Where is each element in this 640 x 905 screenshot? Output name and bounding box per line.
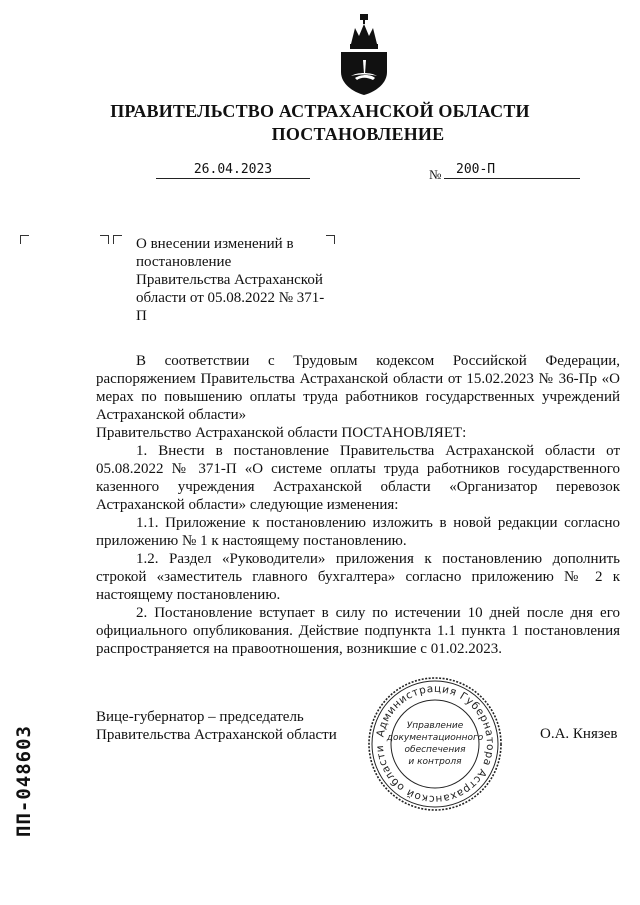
- item-1-1: 1.1. Приложение к постановлению изложить в новой редакции согласно приложению № 1 к настоящему постановлению.: [96, 515, 620, 549]
- item-1-2: 1.2. Раздел «Руководители» приложения к постановлению дополнить строкой «заместитель главного бухгалтера» согласно приложению № 2 к настоящему постановлению.: [96, 551, 620, 603]
- stamp-ring-text: Администрация Губернатора Астраханской области: [373, 682, 497, 806]
- corner-mark: [100, 235, 109, 244]
- doc-type-title: ПОСТАНОВЛЕНИЕ: [271, 124, 445, 144]
- stamp-line-3: обеспечения: [404, 745, 466, 755]
- resolves-line: Правительство Астраханской области ПОСТАНОВЛЯЕТ:: [96, 425, 467, 441]
- corner-mark: [113, 235, 122, 244]
- coat-of-arms-emblem: [337, 14, 391, 96]
- doc-number: 200-П: [444, 162, 580, 179]
- stamp-line-4: и контроля: [408, 757, 462, 767]
- doc-date: 26.04.2023: [156, 162, 310, 179]
- position-line-2: Правительства Астраханской области: [96, 727, 337, 743]
- doc-subject: О внесении изменений в постановление Правительства Астраханской области от 05.08.2022 № 371-П: [136, 236, 325, 324]
- serial-number: ПП-048603: [13, 725, 35, 837]
- doc-body: [96, 352, 620, 658]
- stamp-line-1: Управление: [406, 721, 464, 731]
- number-sign: №: [429, 167, 442, 182]
- stamp-line-2: документационного: [386, 733, 484, 743]
- item-2: 2. Постановление вступает в силу по истечении 10 дней после дня его официального опубликования. Действие подпункта 1.1 пункта 1 постановления распространяется на правоотношения, возникшие с 01.02.2023.: [96, 605, 620, 657]
- signatory-name: О.А. Князев: [540, 726, 618, 742]
- intro-paragraph: В соответствии с Трудовым кодексом Российской Федерации, распоряжением Правительства Астраханской области от 15.02.2023 № 36-Пр «О мерах по повышению оплаты труда работников государственных учреждений Астраханской области»: [96, 353, 620, 423]
- official-stamp: [367, 676, 503, 812]
- org-title: ПРАВИТЕЛЬСТВО АСТРАХАНСКОЙ ОБЛАСТИ: [110, 101, 530, 121]
- corner-mark: [326, 235, 335, 244]
- item-1: 1. Внести в постановление Правительства Астраханской области от 05.08.2022 № 371-П «О системе оплаты труда работников государственного казенного учреждения Астраханской области «Организатор перевозок Астраханской области» следующие изменения:: [96, 443, 620, 513]
- signatory-position: [96, 708, 356, 744]
- corner-mark: [20, 235, 29, 244]
- position-line-1: Вице-губернатор – председатель: [96, 709, 304, 725]
- svg-text:Администрация Губернатора Астр: [374, 683, 496, 805]
